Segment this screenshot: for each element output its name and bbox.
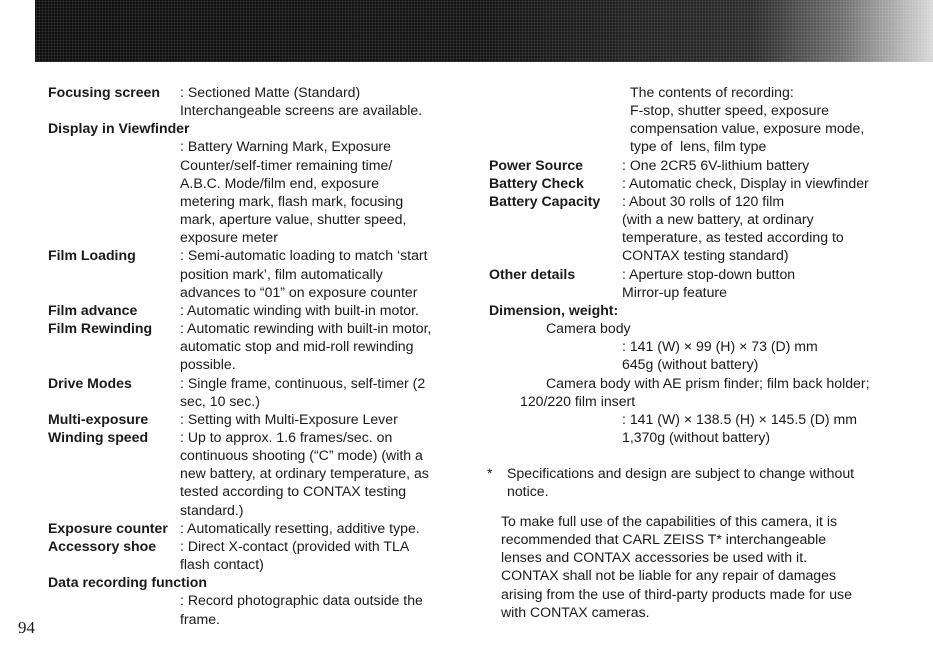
spec-film-advance <box>48 301 468 319</box>
spec-focusing-screen <box>48 83 468 119</box>
spec-film-rewinding <box>48 319 468 373</box>
spec-exposure-counter <box>48 519 468 537</box>
spec-value: : Battery Warning Mark, Exposure Counter/self-timer remaining time/ A.B.C. Mode/film end, exposure metering mark, flash mark, focusing mark, aperture value, shutter speed, exposure meter <box>180 138 407 246</box>
spec-battery-check <box>489 174 909 192</box>
spec-label: Exposure counter <box>48 519 168 536</box>
camera-body-ae-label: Camera body with AE prism finder; film back holder; 120/220 film insert <box>520 374 870 409</box>
spec-label: Accessory shoe <box>48 537 157 554</box>
spec-value: : Automatic check, Display in viewfinder <box>622 174 869 191</box>
spec-label: Power Source <box>489 156 583 173</box>
specs-left-column <box>48 83 468 628</box>
spec-value: : Aperture stop-down button Mirror-up feature <box>622 265 796 300</box>
spec-label: Other details <box>489 265 576 282</box>
spec-accessory-shoe <box>48 537 468 573</box>
spec-label: Multi-exposure <box>48 410 149 427</box>
spec-value: : Automatic winding with built-in motor. <box>180 301 419 318</box>
spec-value: : About 30 rolls of 120 film (with a new battery, at ordinary temperature, as tested according to CONTAX testing standard) <box>622 192 844 264</box>
camera-body-label: Camera body <box>546 320 631 337</box>
spec-value: : One 2CR5 6V-lithium battery <box>622 156 810 173</box>
spec-label: Winding speed <box>48 428 149 445</box>
spec-value: : Record photographic data outside the frame. <box>180 592 423 627</box>
spec-label: Battery Check <box>489 174 584 191</box>
spec-other-details <box>489 265 909 301</box>
recommendation-paragraph: To make full use of the capabilities of this camera, it is recommended that CARL ZEISS T* interchangeable lenses and CONTAX accessories be used with it. CONTAX shall not be liable for any repair of damages arising from the use of third-party products made for use with CONTAX cameras. <box>501 513 852 620</box>
header-band <box>35 0 933 62</box>
spec-label: Drive Modes <box>48 374 132 391</box>
spec-battery-capacity <box>489 192 909 265</box>
spec-value: : Single frame, continuous, self-timer (2 sec, 10 sec.) <box>180 374 426 409</box>
spec-value: : Up to approx. 1.6 frames/sec. on continuous shooting (“C” mode) (with a new battery, at ordinary temperature, as tested according to CONTAX testing standard.) <box>180 428 429 518</box>
camera-body-ae-dimensions: : 141 (W) × 138.5 (H) × 145.5 (D) mm 1,370g (without battery) <box>622 410 857 445</box>
change-notice-text: Specifications and design are subject to change without notice. <box>507 465 855 500</box>
spec-display-in-viewfinder <box>48 119 468 246</box>
spec-label: Battery Capacity <box>489 192 601 209</box>
spec-value: : Sectioned Matte (Standard) Interchangeable screens are available. <box>180 84 423 119</box>
spec-multi-exposure <box>48 410 468 428</box>
spec-label: Film advance <box>48 301 138 318</box>
page-number: 94 <box>18 618 35 637</box>
recording-contents: The contents of recording: F-stop, shutter speed, exposure compensation value, exposure mode, type of lens, film type <box>630 84 865 155</box>
spec-label: Film Loading <box>48 247 136 264</box>
spec-label: Focusing screen <box>48 84 160 100</box>
specs-right-column <box>489 83 909 446</box>
camera-body-dimensions: : 141 (W) × 99 (H) × 73 (D) mm 645g (without battery) <box>622 338 818 373</box>
change-notice <box>487 464 907 500</box>
spec-value: : Setting with Multi-Exposure Lever <box>180 410 398 427</box>
spec-label: Dimension, weight: <box>489 301 619 318</box>
spec-value: : Automatically resetting, additive type. <box>180 519 420 536</box>
spec-winding-speed <box>48 428 468 519</box>
spec-film-loading <box>48 246 468 300</box>
spec-data-recording-function <box>48 573 468 627</box>
asterisk: * <box>487 465 493 481</box>
spec-label: Display in Viewfinder <box>48 120 190 137</box>
spec-label: Data recording function <box>48 574 207 591</box>
spec-power-source <box>489 156 909 174</box>
spec-value: : Semi-automatic loading to match ‘start position mark’, film automatically advances to “01” on exposure counter <box>180 247 428 300</box>
spec-drive-modes <box>48 374 468 410</box>
spec-value: : Direct X-contact (provided with TLA flash contact) <box>180 537 410 573</box>
spec-value: : Automatic rewinding with built-in motor, automatic stop and mid-roll rewinding possible. <box>180 320 432 373</box>
spec-dimension-weight <box>489 301 909 446</box>
spec-label: Film Rewinding <box>48 320 153 337</box>
